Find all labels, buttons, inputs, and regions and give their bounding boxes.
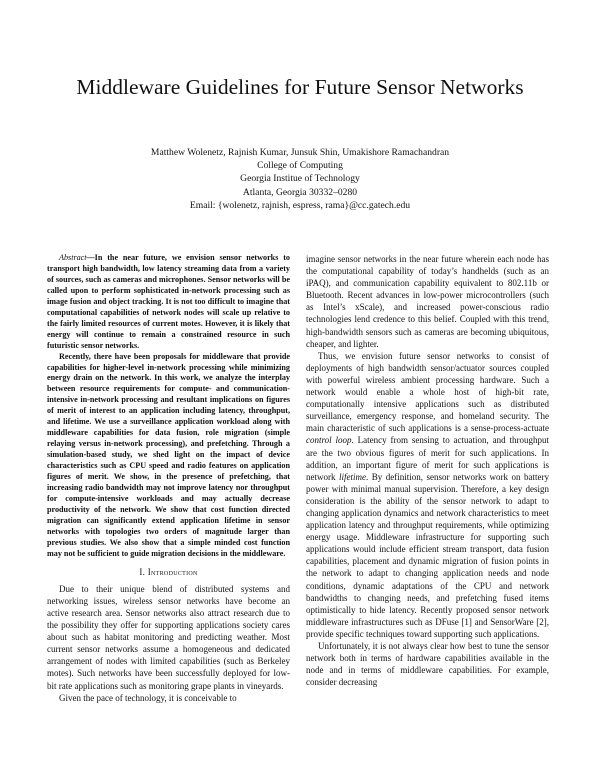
abstract (47, 253, 290, 560)
lifetime-term: lifetime (339, 471, 366, 482)
abstract-paragraph-2: Recently, there have been proposals for middleware that provide capabilities for higher-level in-network processing while minimizing energy drain on the network. In this work, we analyze the interplay between resource requirements for compute- and communication-intensive in-network processing and resultant implications on figures of merit of interest to an application including latency, throughput, and lifetime. We use a surveillance application workload along with middleware capabilities for data fusion, role migration (simple relaying versus in-network processing), and prefetching. Through a simulation-based study, we shed light on the impact of device characteristics such as CPU speed and radio features on application figures of merit. We show, in the presence of prefetching, that increasing radio bandwidth may not improve latency nor throughput for compute-intensive workloads and may actually decrease productivity of the network. We show that cost function directed migration can significantly extend application lifetime in sensor networks with topologies two orders of magnitude larger than previous studies. We also show that a simple minded cost function may not be sufficient to guide migration decisions in the middleware. (47, 351, 290, 558)
right-paragraph-2 (306, 350, 549, 640)
author-email: Email: {wolenetz, rajnish, espress, rama}@cc.gatech.edu (189, 199, 411, 211)
left-column (47, 253, 290, 704)
abstract-label: Abstract (59, 253, 87, 262)
abstract-text-1: —In the near future, we envision sensor networks to transport high bandwidth, low latency streaming data from a variety of sources, such as cameras and microphones. Sensor networks will be called upon to perform sophisticated in-network processing such as image fusion and object tracking. It is not too difficult to imagine that computational capabilities of network nodes will scale up relative to the fairly limited resources of current motes. However, it is likely that energy will continue to remain a constrained resource in such futuristic sensor networks. (47, 253, 290, 350)
section-heading-introduction (47, 566, 290, 578)
author-block (60, 146, 540, 212)
right-column (306, 253, 549, 688)
affiliation-institute: Georgia Institue of Technology (240, 173, 360, 185)
control-loop-term: control loop (306, 435, 352, 446)
right-paragraph-2-part-b: . Latency from sensing to actuation, and throughput are the two obvious figures of merit for such applications. In addition, an important figure of merit for such applications is network (306, 435, 549, 482)
right-paragraph-2-part-c: . By definition, sensor networks work on battery power with minimal manual supervision. Therefore, a key design consideration is the ability of the sensor network to adapt to changing application dynamics and network characteristics to meet application latency and throughput requirements, while optimizing energy usage. Middleware infrastructure for supporting such applications would include efficient stream transport, data fusion capabilities, placement and dynamic migration of fusion points in the network to adapt to changing application needs and node conditions, dynamic adaptations of the CPU and network bandwidths to changing needs, and prefetching fused items optimistically to hide latency. Recently proposed sensor network middleware infrastructures such as DFuse [1] and SensorWare [2], provide specific techniques toward supporting such applications. (306, 471, 549, 639)
abstract-paragraph-1 (47, 253, 290, 352)
affiliation-address: Atlanta, Georgia 30332–0280 (242, 186, 358, 198)
right-paragraph-2-part-a: Thus, we envision future sensor networks to consist of deployments of high bandwidth sensor/actuator sources coupled with powerful wireless ambient processing hardware. Such a network would enable a whole host of high-bit rate, computationally intensive applications such as distributed surveillance, emergency response, and homeland security. The main characteristic of such applications is a sense-process-actuate (306, 350, 549, 434)
affiliation-college: College of Computing (257, 160, 343, 172)
right-paragraph-3: Unfortunately, it is not always clear how best to tune the sensor network both in terms of hardware capabilities available in the node and in terms of middleware capabilities. For example, consider decreasing (306, 641, 549, 688)
section-number: I. (139, 566, 146, 577)
paper-title: Middleware Guidelines for Future Sensor Networks (76, 75, 524, 99)
right-paragraph-1: imagine sensor networks in the near future wherein each node has the computational capability of today’s handhelds (such as an iPAQ), and communication capability equivalent to 802.11b or Bluetooth. Recent advances in low-power microcontrollers (such as Intel’s xScale), and increased power-conscious radio technologies lend credence to this belief. Coupled with this trend, high-bandwidth sensors such as cameras are becoming ubiquitous, cheaper, and lighter. (306, 254, 549, 349)
section-title: Introduction (147, 566, 198, 577)
author-names: Matthew Wolenetz, Rajnish Kumar, Junsuk Shin, Umakishore Ramachandran (150, 147, 450, 158)
intro-paragraph-1: Due to their unique blend of distributed systems and networking issues, wireless sensor networks have become an active research area. Sensor networks also attract research due to the possibility they offer for supporting applications society cares about such as habitat monitoring and predicting weather. Most current sensor networks assume a homogeneous and dedicated arrangement of nodes with limited capabilities (such as Berkeley motes). Such networks have been successfully deployed for low-bit rate applications such as monitoring grape plants in vineyards. (47, 583, 290, 691)
intro-paragraph-2: Given the pace of technology, it is conceivable to (59, 692, 237, 703)
